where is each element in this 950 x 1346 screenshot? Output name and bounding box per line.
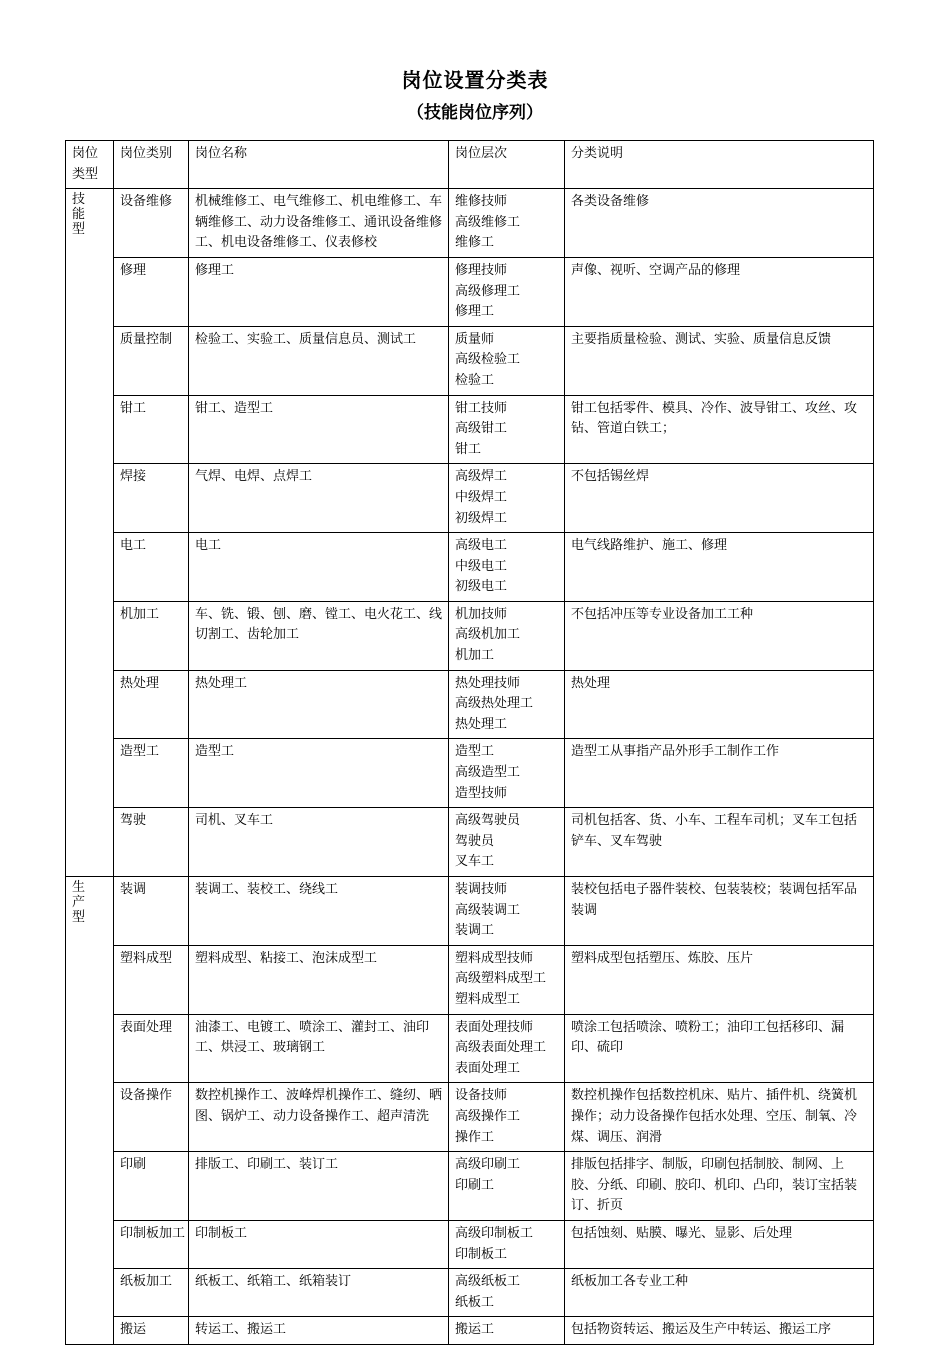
description-cell: 装校包括电子器件装校、包装装校；装调包括军品装调 [565,877,874,946]
table-row [66,326,874,395]
level-item: 钳工技师 [455,400,508,416]
description-cell: 主要指质量检验、测试、实验、质量信息反馈 [565,326,874,395]
description-cell: 热处理 [565,670,874,739]
header-row [66,141,874,189]
level-item: 初级电工 [455,579,508,595]
level-item: 高级焊工 [455,469,508,485]
description-cell: 司机包括客、货、小车、工程车司机；叉车工包括铲车、叉车驾驶 [565,808,874,877]
level-cell [449,1317,565,1345]
description-cell: 不包括冲压等专业设备加工工种 [565,601,874,670]
level-cell [449,877,565,946]
level-item: 塑料成型工 [455,991,521,1007]
description-cell: 不包括锡丝焊 [565,464,874,533]
level-item: 维修技师 [455,194,508,210]
category-cell: 塑料成型 [114,945,189,1014]
level-item: 高级纸板工 [455,1274,521,1290]
table-row [66,808,874,877]
level-item: 造型技师 [455,785,508,801]
level-item: 高级电工 [455,538,508,554]
position-name-cell: 车、铣、锻、刨、磨、镗工、电火花工、线切割工、齿轮加工 [189,601,449,670]
level-cell [449,1269,565,1317]
level-item: 高级塑料成型工 [455,971,547,987]
level-item: 高级印制板工 [455,1225,534,1241]
position-name-cell: 机械维修工、电气维修工、机电维修工、车辆维修工、动力设备维修工、通讯设备维修工、机电设备维修工、仪表修校 [189,189,449,258]
level-item: 高级维修工 [455,214,521,230]
level-item: 修理技师 [455,262,508,278]
page-title: 岗位设置分类表 [401,68,549,92]
level-cell [449,189,565,258]
level-item: 印刷工 [455,1177,495,1193]
table-row [66,533,874,602]
category-cell: 热处理 [114,670,189,739]
level-item: 初级焊工 [455,510,508,526]
table-row [66,877,874,946]
level-item: 机加技师 [455,606,508,622]
level-cell [449,1014,565,1083]
level-item: 高级检验工 [455,352,521,368]
level-item: 热处理工 [455,716,508,732]
level-cell [449,1152,565,1221]
level-item: 塑料成型技师 [455,950,534,966]
position-name-cell: 印制板工 [189,1220,449,1268]
level-item: 装调工 [455,923,495,939]
level-item: 修理工 [455,304,495,320]
position-name-cell: 修理工 [189,257,449,326]
level-item: 高级操作工 [455,1108,521,1124]
table-row [66,601,874,670]
description-cell: 包括物资转运、搬运及生产中转运、搬运工序 [565,1317,874,1345]
level-cell [449,808,565,877]
level-item: 高级驾驶员 [455,813,521,829]
level-item: 质量师 [455,331,495,347]
level-cell [449,533,565,602]
position-name-cell: 排版工、印刷工、装订工 [189,1152,449,1221]
position-name-cell: 司机、叉车工 [189,808,449,877]
level-item: 热处理技师 [455,675,521,691]
table-row [66,1152,874,1221]
position-name-cell: 造型工 [189,739,449,808]
category-cell: 印制板加工 [114,1220,189,1268]
category-cell: 修理 [114,257,189,326]
category-cell: 质量控制 [114,326,189,395]
level-item: 搬运工 [455,1322,495,1338]
category-cell: 表面处理 [114,1014,189,1083]
level-item: 高级修理工 [455,283,521,299]
level-item: 高级印刷工 [455,1157,521,1173]
category-cell: 驾驶 [114,808,189,877]
level-item: 钳工 [455,441,482,457]
level-item: 叉车工 [455,854,495,870]
level-item: 设备技师 [455,1088,508,1104]
description-cell: 造型工从事指产品外形手工制作工作 [565,739,874,808]
table-row [66,670,874,739]
description-cell: 电气线路维护、施工、修理 [565,533,874,602]
level-item: 高级表面处理工 [455,1040,547,1056]
position-name-cell: 纸板工、纸箱工、纸箱装订 [189,1269,449,1317]
table-row [66,945,874,1014]
level-item: 驾驶员 [455,833,495,849]
category-cell: 电工 [114,533,189,602]
position-name-cell: 检验工、实验工、质量信息员、测试工 [189,326,449,395]
page-subtitle: （技能岗位序列） [407,103,543,123]
level-item: 高级机加工 [455,627,521,643]
level-item: 表面处理工 [455,1060,521,1076]
category-cell: 搬运 [114,1317,189,1345]
classification-table [65,140,874,1345]
description-cell: 包括蚀刻、贴膜、曝光、显影、后处理 [565,1220,874,1268]
level-item: 高级造型工 [455,765,521,781]
level-item: 操作工 [455,1129,495,1145]
group-type-cell [66,189,114,877]
level-item: 高级钳工 [455,421,508,437]
header-name: 岗位名称 [189,141,449,189]
level-cell [449,395,565,464]
table-row [66,1317,874,1345]
category-cell: 钳工 [114,395,189,464]
level-item: 表面处理技师 [455,1019,534,1035]
position-name-cell: 装调工、装校工、绕线工 [189,877,449,946]
table-row [66,1220,874,1268]
description-cell: 数控机操作包括数控机床、贴片、插件机、绕簧机操作；动力设备操作包括水处理、空压、制氧、冷煤、调压、润滑 [565,1083,874,1152]
level-item: 装调技师 [455,882,508,897]
level-cell [449,464,565,533]
level-cell [449,945,565,1014]
position-name-cell: 转运工、搬运工 [189,1317,449,1345]
category-cell: 装调 [114,877,189,946]
description-cell: 纸板加工各专业工种 [565,1269,874,1317]
level-item: 高级装调工 [455,902,521,918]
position-name-cell: 数控机操作工、波峰焊机操作工、缝纫、晒图、锅炉工、动力设备操作工、超声清洗 [189,1083,449,1152]
level-cell [449,326,565,395]
table-row [66,189,874,258]
group-type-cell [66,877,114,1345]
level-item: 检验工 [455,372,495,388]
description-cell: 钳工包括零件、模具、冷作、波导钳工、攻丝、攻钻、管道白铁工； [565,395,874,464]
level-cell [449,670,565,739]
description-cell: 喷涂工包括喷涂、喷粉工；油印工包括移印、漏印、硫印 [565,1014,874,1083]
category-cell: 造型工 [114,739,189,808]
level-item: 中级电工 [455,558,508,574]
level-item: 印制板工 [455,1246,508,1262]
group-type-label: 生产型 [72,880,86,925]
category-cell: 设备维修 [114,189,189,258]
category-cell: 焊接 [114,464,189,533]
header-type: 岗位类型 [66,141,114,189]
position-name-cell: 电工 [189,533,449,602]
position-name-cell: 热处理工 [189,670,449,739]
level-cell [449,257,565,326]
position-name-cell: 塑料成型、粘接工、泡沫成型工 [189,945,449,1014]
position-name-cell: 油漆工、电镀工、喷涂工、灌封工、油印工、烘浸工、玻璃钢工 [189,1014,449,1083]
table-row [66,1269,874,1317]
level-item: 造型工 [455,744,495,760]
level-item: 纸板工 [455,1294,495,1310]
level-cell [449,601,565,670]
position-name-cell: 钳工、造型工 [189,395,449,464]
category-cell: 纸板加工 [114,1269,189,1317]
level-item: 机加工 [455,648,495,664]
header-level: 岗位层次 [449,141,565,189]
level-item: 维修工 [455,235,495,251]
category-cell: 设备操作 [114,1083,189,1152]
category-cell: 机加工 [114,601,189,670]
level-cell [449,739,565,808]
table-row [66,257,874,326]
level-item: 高级热处理工 [455,696,534,712]
description-cell: 塑料成型包括塑压、炼胶、压片 [565,945,874,1014]
level-item: 中级焊工 [455,489,508,505]
category-cell: 印刷 [114,1152,189,1221]
level-cell [449,1083,565,1152]
table-row [66,395,874,464]
description-cell: 排版包括排字、制版，印刷包括制胶、制网、上胶、分纸、印刷、胶印、机印、凸印，装订宝括装订、折页 [565,1152,874,1221]
level-cell [449,1220,565,1268]
table-row [66,739,874,808]
description-cell: 各类设备维修 [565,189,874,258]
position-name-cell: 气焊、电焊、点焊工 [189,464,449,533]
description-cell: 声像、视听、空调产品的修理 [565,257,874,326]
group-type-label: 技能型 [72,192,86,238]
table-row [66,464,874,533]
table-row [66,1014,874,1083]
header-desc: 分类说明 [565,141,874,189]
table-row [66,1083,874,1152]
header-category: 岗位类别 [114,141,189,189]
